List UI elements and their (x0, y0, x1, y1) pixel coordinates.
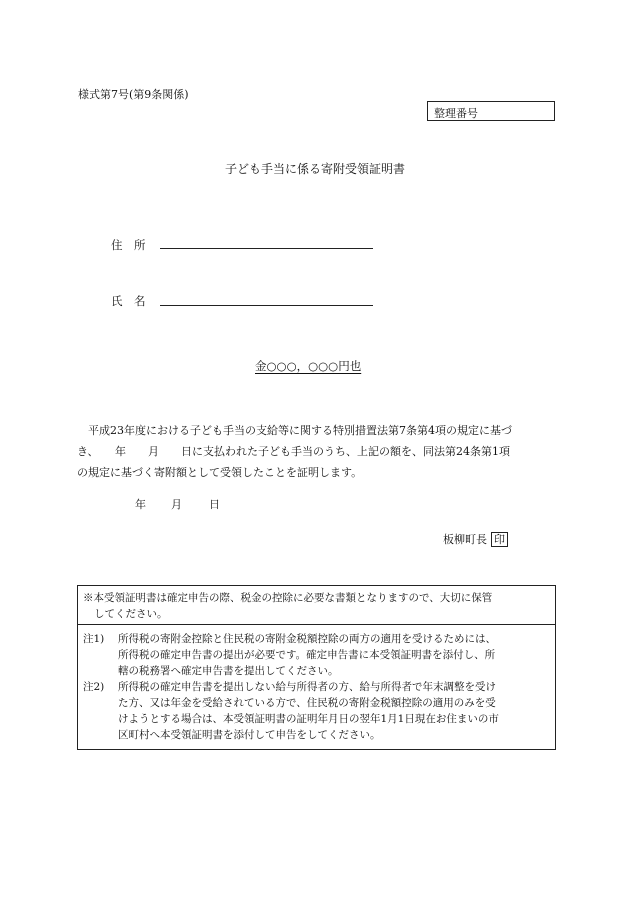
issuer (443, 531, 508, 547)
note-1-prefix: 注1) (83, 633, 105, 645)
reference-number-label: 整理番号 (434, 107, 478, 120)
name-label: 氏 名 (111, 294, 146, 308)
address-field-line[interactable] (160, 248, 373, 249)
notice-line: してください。 (94, 608, 168, 620)
note-2-line: 所得税の確定申告書を提出しない給与所得者の方、給与所得者で年末調整を受け (118, 681, 496, 693)
document-title: 子ども手当に係る寄附受領証明書 (224, 162, 405, 176)
certification-text (77, 420, 555, 483)
issuer-name: 板柳町長 (443, 533, 487, 546)
address-label: 住 所 (111, 238, 146, 252)
certification-text-line: 平成23年度における子ども手当の支給等に関する特別措置法第7条第4項の規定に基づ (77, 424, 512, 437)
donation-amount: 金○○○，○○○円也 (255, 359, 362, 373)
note-1-line: 所得税の確定申告書の提出が必要です。確定申告書に本受領証明書を添付し、所 (118, 649, 496, 661)
note-1-line: 轄の税務署へ確定申告書を提出してください。 (118, 665, 339, 677)
form-number: 様式第7号(第9条関係) (78, 88, 189, 101)
issue-date (135, 496, 220, 512)
name-field-line[interactable] (160, 305, 373, 306)
certification-text-line: き、 年 月 日に支払われた子ども手当のうち、上記の額を、同法第24条第1項 (77, 445, 511, 458)
note-2-line: けようとする場合は、本受領証明書の証明年月日の翌年1月1日現在お住まいの市 (118, 713, 499, 725)
date-year-label: 年 (135, 498, 146, 511)
note-2-prefix: 注2) (83, 681, 105, 693)
notice-box (77, 585, 556, 750)
date-day-label: 日 (209, 498, 220, 511)
reference-number-box[interactable] (427, 101, 555, 121)
certification-text-line: の規定に基づく寄附額として受領したことを証明します。 (77, 466, 363, 479)
notice-important (78, 586, 555, 625)
notice-line: ※本受領証明書は確定申告の際、税金の控除に必要な書類となりますので、大切に保管 (83, 592, 493, 604)
seal-mark: 印 (491, 532, 508, 547)
note-2-line: た方、又は年金を受給されている方で、住民税の寄附金税額控除の適用のみを受 (118, 697, 496, 709)
note-1-line: 所得税の寄附金控除と住民税の寄附金税額控除の両方の適用を受けるためには、 (118, 633, 496, 645)
date-month-label: 月 (171, 498, 182, 511)
note-2-line: 区町村へ本受領証明書を添付して申告をしてください。 (118, 729, 381, 741)
